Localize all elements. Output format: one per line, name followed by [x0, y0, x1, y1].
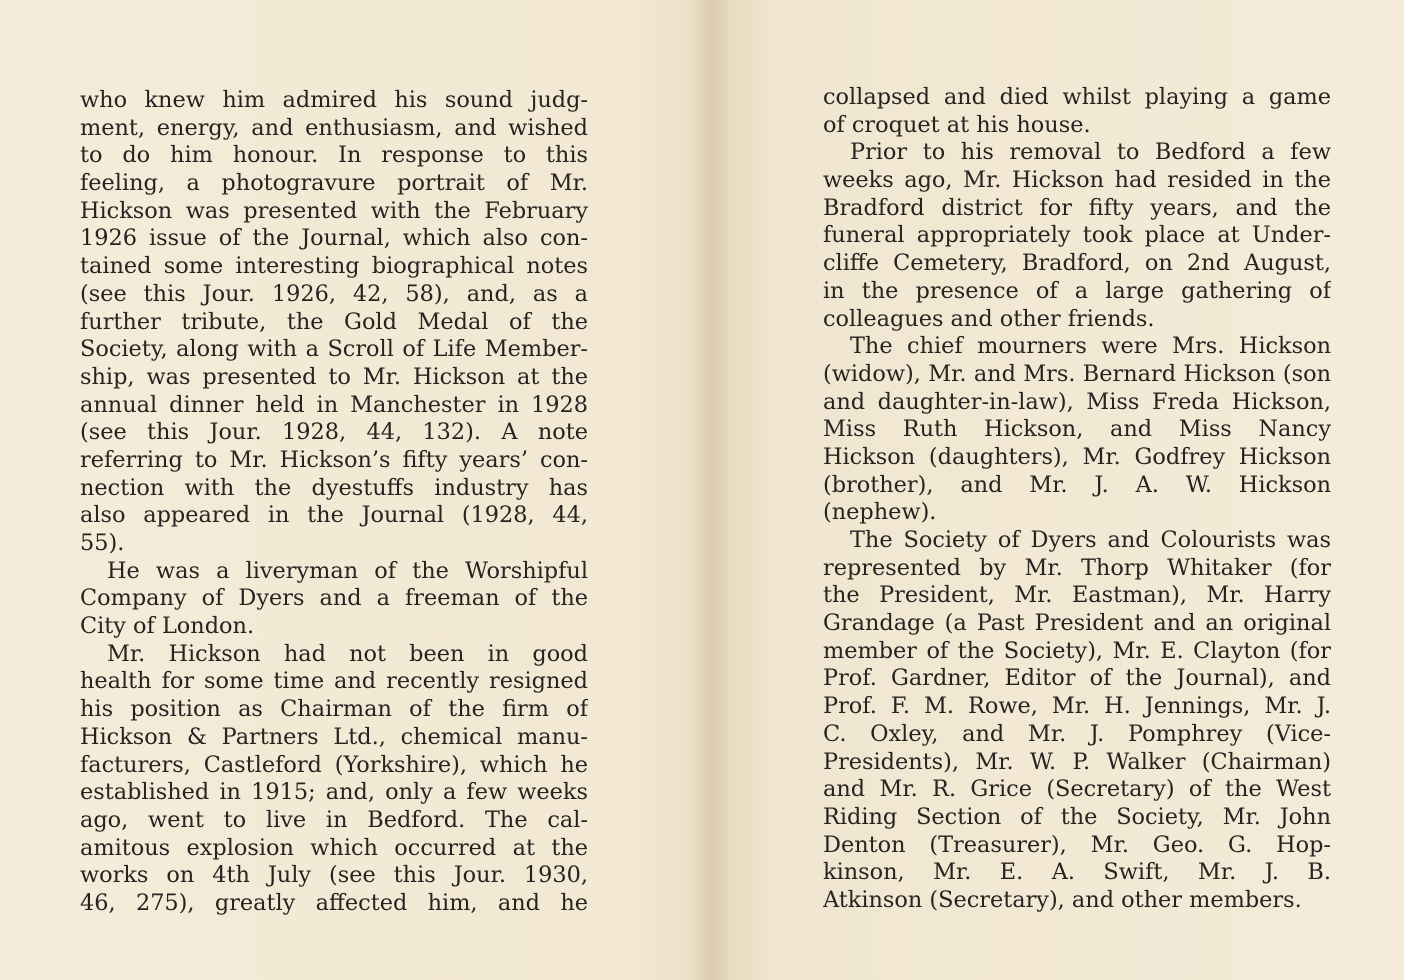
text-line: The Society of Dyers and Colourists was — [850, 527, 1331, 553]
text-line: Company of Dyers and a freeman of the — [80, 585, 588, 612]
text-line: funeral appropriately took place at Under- — [823, 222, 1331, 249]
text-line: The chief mourners were Mrs. Hickson — [850, 333, 1331, 360]
text-line: kinson, Mr. E. A. Swift, Mr. J. B. — [823, 859, 1331, 886]
text-line: and Mr. R. Grice (Secretary) of the West — [823, 776, 1331, 803]
text-line: (see this Jour. 1926, 42, 58), and, as a — [80, 280, 588, 307]
text-line: (widow), Mr. and Mrs. Bernard Hickson (son — [823, 360, 1331, 387]
text-line: Mr. Hickson had not been in good — [107, 640, 588, 667]
text-line: C. Oxley, and Mr. J. Pomphrey (Vice- — [823, 720, 1331, 747]
text-line: also appeared in the Journal (1928, 44, — [80, 502, 588, 529]
text-line: 1926 issue of the Journal, which also con- — [80, 225, 588, 252]
text-line: ago, went to live in Bedford. The cal- — [80, 806, 588, 833]
text-line: and daughter-in-law), Miss Freda Hickson, — [823, 388, 1331, 415]
text-line: Denton (Treasurer), Mr. Geo. G. Hop- — [823, 831, 1331, 858]
right-page — [823, 84, 1331, 915]
text-line: health for some time and recently resigned — [80, 668, 588, 695]
text-line: Society, along with a Scroll of Life Member- — [80, 336, 588, 363]
text-line: the President, Mr. Eastman), Mr. Harry — [823, 582, 1331, 609]
text-line: Hickson & Partners Ltd., chemical manu- — [80, 723, 588, 750]
text-line: collapsed and died whilst playing a game — [823, 84, 1331, 110]
text-line: Presidents), Mr. W. P. Walker (Chairman) — [823, 748, 1331, 775]
text-line: (brother), and Mr. J. A. W. Hickson — [823, 471, 1331, 498]
book-gutter — [690, 0, 730, 980]
text-line: cliffe Cemetery, Bradford, on 2nd August, — [823, 250, 1331, 277]
text-line: annual dinner held in Manchester in 1928 — [80, 391, 588, 418]
text-line: further tribute, the Gold Medal of the — [80, 308, 588, 335]
text-line: weeks ago, Mr. Hickson had resided in the — [823, 167, 1331, 194]
text-line: Prof. F. M. Rowe, Mr. H. Jennings, Mr. J. — [823, 693, 1331, 720]
text-line: Hickson (daughters), Mr. Godfrey Hickson — [823, 443, 1331, 470]
text-line: established in 1915; and, only a few weeks — [80, 779, 588, 806]
text-line: Hickson was presented with the February — [80, 197, 588, 224]
text-line: Prior to his removal to Bedford a few — [850, 139, 1331, 166]
text-line: 46, 275), greatly affected him, and he — [80, 889, 588, 916]
text-line: who knew him admired his sound judg- — [80, 87, 588, 113]
text-line: (see this Jour. 1928, 44, 132). A note — [80, 419, 588, 446]
text-line: represented by Mr. Thorp Whitaker (for — [823, 554, 1331, 581]
text-line: Miss Ruth Hickson, and Miss Nancy — [823, 416, 1331, 443]
left-page — [80, 87, 588, 918]
text-line: facturers, Castleford (Yorkshire), which he — [80, 751, 588, 778]
text-line: ment, energy, and enthusiasm, and wished — [80, 114, 588, 141]
text-line: Atkinson (Secretary), and other members. — [823, 886, 1302, 913]
text-line: feeling, a photogravure portrait of Mr. — [80, 170, 588, 197]
text-line: 55). — [80, 530, 125, 556]
text-line: tained some interesting biographical notes — [80, 253, 588, 280]
text-line: his position as Chairman of the firm of — [80, 696, 588, 723]
text-line: ship, was presented to Mr. Hickson at the — [80, 363, 588, 390]
text-line: Riding Section of the Society, Mr. John — [823, 803, 1331, 830]
text-line: member of the Society), Mr. E. Clayton (for — [823, 637, 1331, 664]
text-line: to do him honour. In response to this — [80, 142, 588, 169]
text-line: He was a liveryman of the Worshipful — [107, 557, 588, 584]
text-line: colleagues and other friends. — [823, 305, 1155, 332]
text-line: works on 4th July (see this Jour. 1930, — [80, 862, 588, 889]
text-line: in the presence of a large gathering of — [823, 277, 1331, 304]
text-line: amitous explosion which occurred at the — [80, 834, 588, 861]
text-line: referring to Mr. Hickson’s fifty years’ con- — [80, 446, 588, 473]
text-line: nection with the dyestuffs industry has — [80, 474, 588, 501]
text-line: of croquet at his house. — [823, 111, 1091, 138]
text-line: City of London. — [80, 613, 255, 640]
text-line: (nephew). — [823, 499, 937, 526]
text-line: Bradford district for fifty years, and the — [823, 194, 1331, 221]
text-line: Prof. Gardner, Editor of the Journal), and — [823, 665, 1331, 692]
text-line: Grandage (a Past President and an original — [823, 610, 1331, 637]
